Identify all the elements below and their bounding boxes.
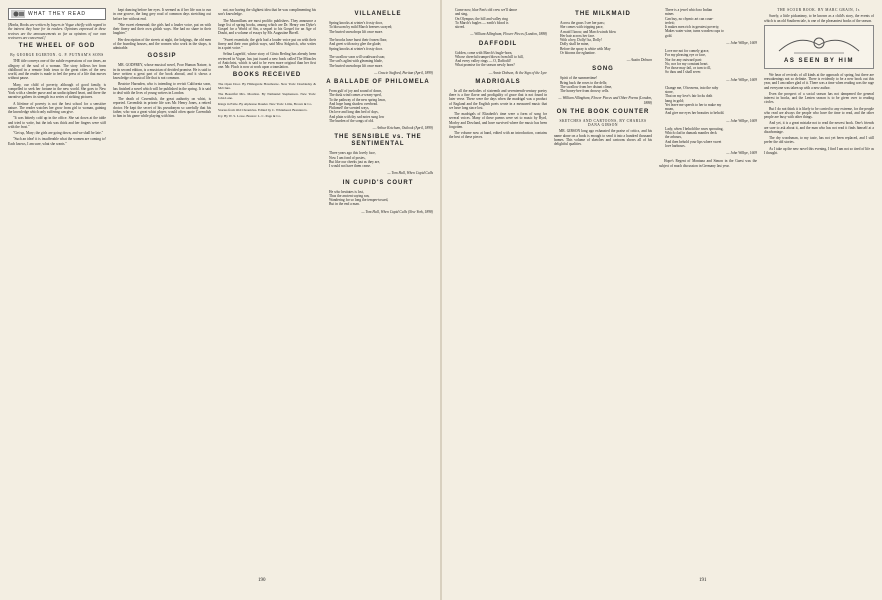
- poem-text: Spring knocks at winter's frosty door, To blossom by mild March breezes swayed; The buried snowdrops lift once more. The brooks have burst their frozen floor, And greet with noisy glee the glade; Spring knocks at winter's frosty door. The swallow soon will southward soar, The sod's aglint with gleaming blade, The buried snowdrops lift once more.: [329, 21, 393, 68]
- book-entry: Kings in Exile. By Alphonse Daudet. New York: Little, Brown & Co.: [218, 102, 313, 107]
- article-paragraph: The dry woodsman, to my taste, has not yet been replaced, and I still prefer the old stories.: [764, 136, 874, 145]
- review-paragraph: Mary, our child of poverty, although of good family, is compelled to seek her fortune in the new world. She goes to New York with a slender purse and an undisciplined heart, and there the narrative gathers its strength in a series of striking pictures.: [8, 82, 106, 100]
- poem-byline: — John Wilbye, 1609: [726, 151, 757, 155]
- ornament-title: AS SEEN BY HIM: [784, 57, 854, 64]
- gossip-paragraph: "Sweet essentials; the girls had a louder voice put on with their finery and their own girlish ways, said Miss Sidgwick, who writes in a quiet voice.": [218, 37, 316, 50]
- article-paragraph: Even the prospect of a social season has not dampened the general interest in books, and the Lenten season is to be given over to reading circles.: [764, 91, 874, 105]
- gossip-paragraph: The Macmillans are most prolific publishers. They announce a large list of spring books, among which are Dr. Henry van Dyke's Gospel for a World of Sin, a sequel to his Gospel for an Age of Doubt, and a volume of essays by Mr. Augustine Birrell.: [218, 18, 316, 36]
- article-paragraph: We hear of revivals of all kinds at the approach of spring, but there are reawakenings not so definite. There is evidently to be a new book out this year, and I am rather glad of it. There was a time when reading was the rage and everyone was taken up with a new author.: [764, 72, 874, 90]
- page-number: 191: [699, 577, 707, 583]
- poem-heading: THE MILKMAID: [575, 11, 631, 17]
- poem-text: Come now, blue Pan's old crew we'll dance and sing, On Olympus; the hill and valley ring To March's bugles — earth's blood is stirred.: [455, 8, 518, 29]
- poem-byline: — John Wilbye, 1609: [726, 77, 757, 82]
- reader-vignette-icon: [11, 10, 25, 18]
- poem-byline: — Tom Hall, When Cupid Calls: [387, 171, 433, 176]
- gossip-paragraph: Selina Lagerlöf, whose story of Gösta Berling has already been reviewed in Vogue, has just issued a new book called The Miracles of Antichrist, which is said to be even more original than her first one. Mr. Flach is now at work upon a translation.: [218, 52, 316, 69]
- article-paragraph: The madrigals of Elizabeth's time were a form of song for several voices. Many of these poems were set to music by Byrd, Morley and Dowland, and have survived where the music has been forgotten.: [449, 112, 547, 129]
- page-gutter: [440, 0, 442, 600]
- review-heading: THE WHEEL OF GOD: [18, 43, 96, 49]
- poem-text: He who hesitates is lost, Thus the ancient saying ran, Wandering for so long the temper-tossed, But in the end a man.: [329, 189, 389, 207]
- poem-heading: DAFFODIL: [478, 40, 518, 47]
- article-paragraph: But I do not think it is likely to be carried to any extreme, for the people who read are always the people who have the time to read, and the other people are busy with other things.: [764, 106, 874, 119]
- review-paragraph: THE title conveys one of the subtle expressions of our times, an allegory of the soul of a woman. The story follows her from childhood in a remote Irish town to the great cities of the new world, and the reader is made to feel the press of a life that moves without pause.: [8, 59, 106, 81]
- poem-byline: — John Wilbye, 1609: [726, 118, 757, 123]
- section-banner: [8, 8, 106, 20]
- article-paragraph: The volume now at hand, edited with an introduction, contains the best of these pieces.: [449, 131, 547, 140]
- column-ornament: [764, 25, 874, 69]
- left-column-4: [323, 8, 433, 588]
- poem-text: Lady, when I behold the roses sprouting, Which clad in damask mantles deck the arbours, And then behold your lips where sweet love harbours.: [665, 126, 724, 148]
- poem-text: Love me not for comely grace, For my pleasing eye or face, Nor for any outward part: No, nor for my constant heart. For those may fail, or turn to ill, So thou and I shall sever.: [665, 49, 712, 75]
- article-paragraph: Hope's Regent of Montana and Simon in the Guest was the subject of much discussion in Germany last year.: [659, 159, 757, 168]
- banner-title: WHAT THEY READ: [27, 10, 87, 17]
- section-subheading: SKETCHES AND CARTOONS, BY CHARLES DANA GIBSON: [559, 118, 647, 127]
- right-column-3: [659, 8, 757, 588]
- poem-byline: — Tom Hall, When Cupid Calls (New York, 1898): [361, 209, 433, 214]
- poem-text: Golden, come with March's bugle-horn, Whose cheerful trumpet blown from hill to hill, And every valley rings — O, Daffodil! What promise for the season newly born?: [455, 50, 524, 68]
- article-paragraph: And yet, it is a great mistake not to read the newest book. One's friends are sure to ask about it, and the man who has not read it finds himself at a disadvantage.: [764, 121, 874, 134]
- page-number: 190: [258, 577, 266, 583]
- book-entry: The Beautiful Mrs. Moulton. By Nathaniel Stephenson. New York: John Lane.: [218, 92, 316, 101]
- section-heading: MADRIGALS: [475, 78, 521, 85]
- gossip-paragraph: Beatrice Harraden, who is intending to revisit California soon, has finished a novel which will be published in the spring. It is said to deal with the lives of young writers in London.: [113, 82, 211, 95]
- poem-byline: — Gracie Stafford, Puritan (April, 1899): [374, 70, 433, 75]
- poem-text: There is a jewel which no Indian mines Can buy, no chymic art can coun- terfeit; It makes men rich in greatest poverty, Makes water wine, turns wooden cups to gold.: [665, 8, 724, 38]
- right-column-2: [554, 8, 652, 588]
- right-column-4: [764, 8, 874, 588]
- poem-byline: — William Allingham, Flower Pieces (London, 1888): [470, 32, 547, 37]
- books-received-heading: BOOKS RECEIVED: [232, 72, 302, 79]
- intro-note: [Books, Books are written by buyers in Vogue chiefly with regard to the interest they have for its readers. Opinions expressed in these reviews are the announcements so far as opinions of our own reviewers are concerned.]: [8, 23, 106, 40]
- ornament-illustration-icon: [774, 31, 864, 57]
- books-received-list: [218, 82, 316, 118]
- poem-heading: VILLANELLE: [354, 11, 402, 17]
- review-byline: By GEORGE EGERTON. G. P. PUTNAM'S SONS: [10, 53, 104, 57]
- section-heading: ON THE BOOK COUNTER: [556, 108, 650, 115]
- poem-byline: — Austin Dobson: [626, 58, 652, 62]
- article-paragraph: Surely, a little pickaninny, to be known as a child's story, the events of which is an old Southern tale, is one of the pleasantest books of the season.: [764, 14, 874, 23]
- poem-text: Change me, O heavens, into the ruby stone, That on my love's fair locks doth hang in gold; Yet leave me speech to her to make my moan, And give me eyes her beauties to behold.: [665, 85, 725, 116]
- poem-byline: — John Wilbye, 1609: [726, 40, 757, 45]
- book-entry: The Open Door. By Hildegarde Hawthorne. New York: Doubleday & McClure.: [218, 82, 316, 91]
- gossip-paragraph: not, nor having the slightest idea that he was complimenting his son's knowledge.: [218, 8, 316, 17]
- left-column-3: [218, 8, 316, 588]
- poem-heading: A BALLADE OF PHILOMELA: [326, 79, 430, 85]
- book-entry: Ivy. By W. S. Lowe. Boston: L. C. Page & Co.: [218, 114, 282, 119]
- poem-byline: — William Allingham, Flower Pieces and Other Poems (London, 1888): [558, 96, 652, 105]
- left-column-1: [8, 8, 106, 588]
- gossip-paragraph: MR. GODFREY, whose musical novel, Poor Human Nature, is in its second edition, is a musician of decided promise. He is said to have written a great part of the book abroad, and it shows a knowledge of musical life that is not common.: [113, 63, 211, 80]
- poem-heading: SONG: [592, 66, 614, 73]
- gossip-heading: GOSSIP: [147, 53, 177, 60]
- right-column-1: [449, 8, 547, 588]
- poem-text: From gulf of joy and sound of dawn, The dusk wind comes a-weary-sped, To the pathway of the new spring lawn, And hope hung shadow overhead. Philomel! the scented ways, On love and long dim bed of days, And plain with thy sad notes sung low The burden of the songs of old.: [329, 89, 386, 123]
- review-paragraph: A lifetime of poverty is not the best school for a sensitive nature. The reader watches her grow from girl to woman, gaining the knowledge which only suffering can give.: [8, 101, 106, 114]
- book-entry: Stories from Old Chronicles. Edited by C. Whitehead. Brentano's.: [218, 108, 308, 113]
- review-paragraph: kept dancing before her eyes. It seemed as if her life was to run in one groove, the long grey road of common days stretching out before her without end.: [113, 8, 211, 21]
- poem-text: Three years ago this lovely face, Now I am fond of posies, But like our cheeks just as they are, I would not have them cease.: [329, 151, 381, 168]
- poem-byline: — Arthur Ketchum, Outlook (April, 1899): [372, 126, 433, 130]
- review-paragraph: Her description of the streets at night, the lodgings, the old men of the boarding houses, and the women who work in the shops, is admirable.: [113, 37, 211, 50]
- poem-byline: — Annie Dobson, At the Sign of the Lyre: [488, 70, 547, 75]
- gossip-paragraph: The death of Cavendish, the great authority on whist, is reported. Cavendish in private life was Mr. Henry Jones, a retired doctor. He kept the secret of his pseudonym so carefully that his father, who was a great whist player, would often quote Cavendish to him in his game while playing with him.: [113, 97, 211, 118]
- article-paragraph: In all the melodies of sixteenth and seventeenth-century poetry there is a fine flavor and prodigality of grace that is not found in later verse. These were the days when the madrigal was a product of England and the English poets wrote in a measured music that we have long since lost.: [449, 88, 547, 110]
- review-paragraph: "It was bitterly cold up in the office. She sat down at the table and tried to write, but the ink was thick and her fingers were stiff with the frost.": [8, 116, 106, 129]
- review-paragraph: "Get up, Mary; the girls are going down, and we shall be late.": [13, 131, 104, 135]
- poem-heading: IN CUPID'S COURT: [342, 179, 414, 186]
- book-review-subheading: THE SCOUR BOOK. BY MARC GRAIN, Jr.: [777, 8, 861, 12]
- poem-text: Across the grass I see her pass; She comes with tripping pace, A maid I know, and March winds blow Her hair across her face. With a hey, Dolly! ha, Dolly! Dolly shall be mine, Before the spray is white with May Or blooms the eglantine.: [560, 21, 617, 55]
- poem-heading: THE SENSIBLE vs. THE SENTIMENTAL: [334, 134, 422, 148]
- review-paragraph: "Such an idea! it is insufferable what the women are coming to! Each knows, I am sure, what she wants.": [8, 137, 106, 146]
- article-paragraph: As I take up the new novel this evening, I find I am not so tired of life as I thought.: [764, 146, 874, 155]
- review-paragraph: "She sweet elemental; the girls had a louder voice, put on with their finery and their own girlish ways. She had no share in their laughter.": [113, 22, 211, 36]
- article-paragraph: MR. GIBSON long ago exhausted the praise of critics, and his name alone on a book is enough to send it into a hundred thousand homes. This volume of sketches and cartoons shows all of his delightful qualities.: [554, 129, 652, 146]
- poem-text: Spirit of the summertime! Bring back the roses to the dells; The swallow from her distant clime, The honey-bee from drowsy cells.: [560, 76, 613, 93]
- left-column-2: [113, 8, 211, 588]
